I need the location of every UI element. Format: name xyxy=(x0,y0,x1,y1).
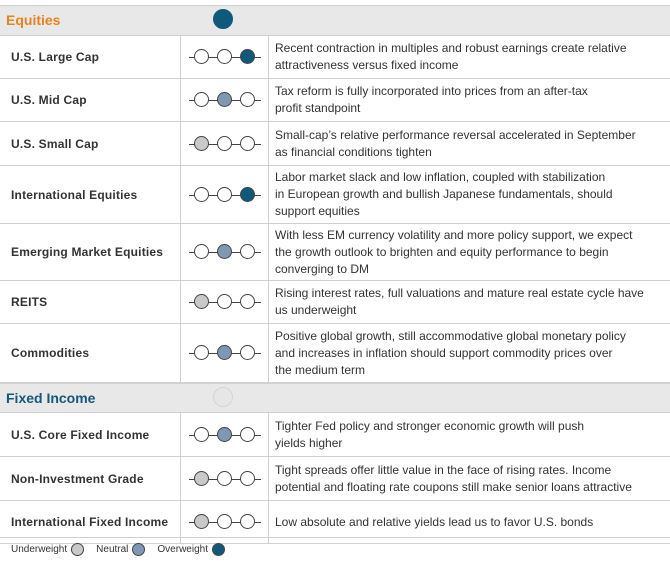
rating-gauge xyxy=(181,36,269,78)
rating-selected-dot xyxy=(217,427,232,442)
outlook-text: Tax reform is fully incorporated into prices from an after-tax profit standpoint xyxy=(275,84,588,115)
fixed-income-rows xyxy=(0,413,670,544)
outlook-description xyxy=(269,413,670,456)
equities-rows xyxy=(0,36,670,383)
outlook-description xyxy=(269,166,670,223)
rating-empty-dot xyxy=(240,92,255,107)
rating-empty-dot xyxy=(217,187,232,202)
rating-empty-dot xyxy=(240,244,255,259)
asset-class-name: Non-Investment Grade xyxy=(0,457,181,500)
asset-class-name: REITS xyxy=(0,281,181,323)
outlook-text: Labor market slack and low inflation, coupled with stabilization in European growth and bullish Japanese fundamentals, should support equities xyxy=(275,170,613,218)
rating-gauge xyxy=(181,122,269,165)
table-row xyxy=(0,79,670,122)
rating-empty-dot xyxy=(240,471,255,486)
rating-selected-dot xyxy=(194,471,209,486)
asset-class-name: Commodities xyxy=(0,324,181,382)
outlook-text: Low absolute and relative yields lead us to favor U.S. bonds xyxy=(275,514,594,529)
table-row xyxy=(0,224,670,281)
outlook-description xyxy=(269,281,670,323)
rating-empty-dot xyxy=(217,49,232,64)
asset-class-name: U.S. Mid Cap xyxy=(0,79,181,121)
rating-empty-dot xyxy=(240,514,255,529)
rating-empty-dot xyxy=(194,49,209,64)
rating-selected-dot xyxy=(194,294,209,309)
legend-neutral-icon xyxy=(132,543,145,556)
rating-empty-dot xyxy=(194,187,209,202)
legend xyxy=(11,543,237,556)
legend-divider xyxy=(0,537,670,538)
table-row xyxy=(0,324,670,383)
equities-overweight-indicator xyxy=(213,9,233,29)
legend-underweight-label: Underweight xyxy=(11,544,68,555)
rating-gauge xyxy=(181,281,269,323)
rating-gauge xyxy=(181,79,269,121)
legend-neutral-label: Neutral xyxy=(96,544,129,555)
table-row xyxy=(0,166,670,224)
rating-gauge xyxy=(181,413,269,456)
rating-selected-dot xyxy=(194,514,209,529)
rating-empty-dot xyxy=(194,244,209,259)
equities-title: Equities xyxy=(6,12,61,28)
asset-class-name: International Fixed Income xyxy=(0,501,181,543)
asset-class-name: U.S. Small Cap xyxy=(0,122,181,165)
table-row xyxy=(0,36,670,79)
rating-selected-dot xyxy=(217,244,232,259)
outlook-text: With less EM currency volatility and more policy support, we expect the growth outlook to brighten and equity performance to begin converging to DM xyxy=(275,227,633,276)
asset-class-name: U.S. Large Cap xyxy=(0,36,181,78)
rating-selected-dot xyxy=(194,136,209,151)
rating-empty-dot xyxy=(217,514,232,529)
outlook-description xyxy=(269,324,670,382)
rating-empty-dot xyxy=(194,92,209,107)
equities-header xyxy=(0,5,670,36)
fixed-income-header xyxy=(0,383,670,413)
rating-gauge xyxy=(181,457,269,500)
asset-class-name: Emerging Market Equities xyxy=(0,224,181,280)
rating-empty-dot xyxy=(240,294,255,309)
rating-empty-dot xyxy=(240,136,255,151)
outlook-text: Tighter Fed policy and stronger economic growth will push yields higher xyxy=(275,418,585,450)
fixed-income-underweight-indicator xyxy=(213,387,233,407)
outlook-text: Recent contraction in multiples and robust earnings create relative attractiveness versus fixed income xyxy=(275,41,627,72)
table-row xyxy=(0,457,670,501)
outlook-description xyxy=(269,224,670,280)
outlook-description xyxy=(269,79,670,121)
outlook-text: Tight spreads offer little value in the face of rising rates. Income potential and floating rate coupons still make senior loans attractive xyxy=(275,462,632,494)
rating-selected-dot xyxy=(217,345,232,360)
table-row xyxy=(0,122,670,166)
table-row xyxy=(0,413,670,457)
fixed-income-title: Fixed Income xyxy=(6,390,96,406)
rating-empty-dot xyxy=(240,345,255,360)
rating-selected-dot xyxy=(217,92,232,107)
outlook-text: Positive global growth, still accommodative global monetary policy and increases in inflation should support commodity prices over the medium term xyxy=(275,328,626,377)
outlook-description xyxy=(269,457,670,500)
rating-gauge xyxy=(181,224,269,280)
rating-selected-dot xyxy=(240,49,255,64)
rating-empty-dot xyxy=(194,427,209,442)
legend-overweight-icon xyxy=(212,543,225,556)
outlook-text: Small-cap’s relative performance reversal accelerated in September as financial conditions tighten xyxy=(275,127,636,159)
outlook-description xyxy=(269,122,670,165)
asset-class-name: U.S. Core Fixed Income xyxy=(0,413,181,456)
asset-class-name: International Equities xyxy=(0,166,181,223)
rating-gauge xyxy=(181,324,269,382)
allocation-table xyxy=(0,5,670,544)
rating-empty-dot xyxy=(217,294,232,309)
rating-empty-dot xyxy=(240,427,255,442)
rating-empty-dot xyxy=(217,136,232,151)
legend-underweight-icon xyxy=(71,543,84,556)
legend-overweight-label: Overweight xyxy=(157,544,208,555)
outlook-description xyxy=(269,36,670,78)
rating-empty-dot xyxy=(194,345,209,360)
rating-empty-dot xyxy=(217,471,232,486)
rating-gauge xyxy=(181,166,269,223)
table-row xyxy=(0,281,670,324)
outlook-text: Rising interest rates, full valuations and mature real estate cycle have us underweight xyxy=(275,286,644,317)
rating-selected-dot xyxy=(240,187,255,202)
